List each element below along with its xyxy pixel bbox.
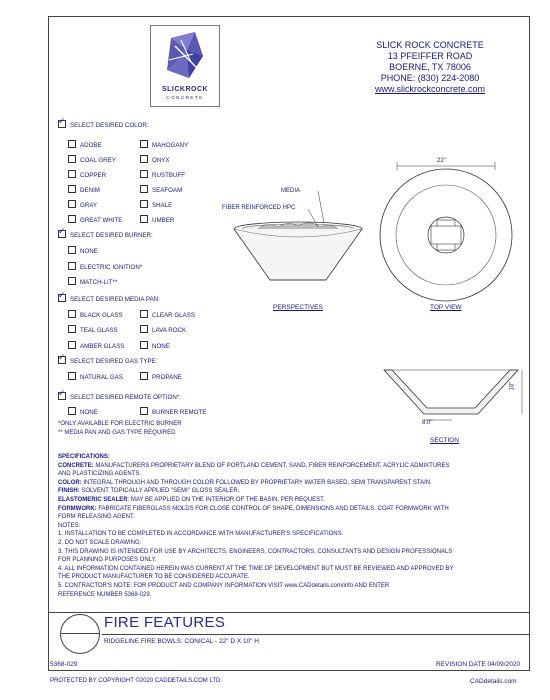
color-option-onyx[interactable]: ONYX (140, 155, 170, 164)
burner-option-electric[interactable]: ELECTRIC IGNITION* (68, 262, 142, 271)
note-required: ** MEDIA PAN AND GAS TYPE REQUIRED (58, 430, 176, 436)
color-option-shale[interactable]: SHALE (140, 200, 172, 209)
spec-color: COLOR: INTEGRAL THROUGH AND THROUGH COLOR FOLLOWED BY PROPRIETARY WATER BASED, SEMI TRANSPARENT STAIN. (58, 479, 432, 486)
spec-formwork: FORMWORK: FABRICATE FIBERGLASS MOLDS FOR CLOSE CONTROL OF SHAPE, DIMENSIONS AND DETAILS. COAT FORMWORK WITH (58, 505, 449, 512)
color-option-rustbuff[interactable]: RUSTBUFF (140, 170, 185, 179)
specifications-block (58, 453, 528, 599)
remote-heading: ✓SELECT DESIRED REMOTE OPTION*: (58, 392, 181, 401)
spec-sealer: ELASTOMERIC SEALER: MAY BE APPLIED ON THE INTERIOR OF THE BASIN, PER REQUEST. (58, 496, 325, 503)
title-divider (102, 634, 530, 635)
color-heading: ✓SELECT DESIRED COLOR: (58, 120, 149, 129)
note-5: 5. CONTRACTOR'S NOTE: FOR PRODUCT AND COMPANY INFORMATION VISIT www.CADdetails.com/info AND ENTER (58, 582, 390, 589)
burner-heading: ✓SELECT DESIRED BURNER: (58, 230, 153, 239)
color-heading-checkbox[interactable] (58, 120, 66, 128)
note-5-cont: REFERENCE NUMBER 5368-029. (58, 591, 152, 598)
top-view-drawing (375, 160, 525, 305)
burner-option-match-lit[interactable]: MATCH-LIT** (68, 277, 117, 286)
spec-concrete-cont: AND PLASTICIZING AGENTS. (58, 471, 142, 478)
spec-concrete: CONCRETE: MANUFACTURERS PROPRIETARY BLEND OF PORTLAND CEMENT, SAND, FIBER REINFORCEMENT, ACRYLIC ADMIXTURES (58, 462, 450, 469)
section-caption: SECTION (430, 437, 459, 444)
color-option-gray[interactable]: GRAY (68, 200, 97, 209)
spec-finish: FINISH: SOLVENT TOPICALLY APPLIED "SEMI" GLOSS SEALER. (58, 488, 240, 495)
gas-heading: ✓SELECT DESIRED GAS TYPE: (58, 356, 157, 365)
title-circle-divider (60, 633, 100, 634)
media-heading: ✓SELECT DESIRED MEDIA PAN: (58, 294, 160, 303)
top-view-diameter: 22" (437, 158, 446, 164)
media-option-teal-glass[interactable]: TEAL GLASS (68, 325, 118, 334)
remote-option-none[interactable]: NONE (68, 407, 98, 416)
media-callout: MEDIA (281, 188, 301, 194)
media-heading-checkbox[interactable] (58, 294, 66, 302)
spec-formwork-cont: FORM RELEASING AGENT. (58, 514, 135, 521)
revision-date: REVISION DATE 04/09/2020 (436, 661, 521, 668)
company-name: SLICK ROCK CONCRETE (376, 40, 484, 50)
sheet-subtitle: RIDGELINE FIRE BOWLS: CONICAL - 22" D X 10" H (104, 638, 259, 645)
color-option-mahogany[interactable]: MAHOGANY (140, 140, 188, 149)
logo-name: SLICKROCK (161, 86, 209, 93)
logo-rock-icon (151, 26, 219, 86)
burner-heading-checkbox[interactable] (58, 230, 66, 238)
section-height: 10" (509, 381, 516, 391)
media-option-none[interactable]: NONE (140, 341, 170, 350)
media-option-clear-glass[interactable]: CLEAR GLASS (140, 310, 195, 319)
perspective-drawing (228, 185, 368, 295)
remote-heading-checkbox[interactable] (58, 392, 66, 400)
gas-option-propane[interactable]: PROPANE (140, 372, 182, 381)
color-option-coal-grey[interactable]: COAL GREY (68, 155, 116, 164)
note-3: 3. THIS DRAWING IS INTENDED FOR USE BY ARCHITECTS, ENGINEERS, CONTRACTORS, CONSULTANTS AND DESIGN PROFESSIONALS (58, 548, 453, 555)
note-4: 4. ALL INFORMATION CONTAINED HEREIN WAS CURRENT AT THE TIME OF DEVELOPMENT BUT MUST BE REVIEWED AND APPROVED BY (58, 565, 454, 572)
company-website-link[interactable]: www.slickrockconcrete.com (374, 84, 486, 94)
reference-number: 5368-029 (50, 661, 78, 668)
note-3-cont: FOR PLANNING PURPOSES ONLY. (58, 557, 157, 564)
title-circle-icon (60, 614, 100, 654)
company-info (330, 40, 530, 95)
fiber-callout: FIBER REINFORCED HPC (222, 205, 296, 211)
color-option-adobe[interactable]: ADOBE (68, 140, 102, 149)
color-option-copper[interactable]: COPPER (68, 170, 106, 179)
company-logo (150, 25, 220, 107)
sheet-title: FIRE FEATURES (104, 614, 226, 631)
gas-option-natural[interactable]: NATURAL GAS (68, 372, 123, 381)
section-drawing (380, 362, 530, 432)
company-address2: BOERNE, TX 78006 (389, 62, 471, 72)
copyright-notice: PROTECTED BY COPYRIGHT ©2020 CADDETAILS.COM LTD. (50, 678, 223, 684)
logo-sub: CONCRETE (166, 95, 204, 100)
top-view-caption: TOP VIEW (430, 304, 462, 311)
specs-heading: SPECIFICATIONS: (58, 454, 110, 460)
gas-heading-checkbox[interactable] (58, 356, 66, 364)
color-option-denim[interactable]: DENIM (68, 185, 100, 194)
burner-option-none[interactable]: NONE (68, 246, 98, 255)
color-option-seafoam[interactable]: SEAFOAM (140, 185, 182, 194)
section-base: 8.0" (422, 420, 433, 426)
note-electric-only: *ONLY AVAILABLE FOR ELECTRIC BURNER (58, 421, 182, 427)
media-option-black-glass[interactable]: BLACK GLASS (68, 310, 123, 319)
note-2: 2. DO NOT SCALE DRAWING. (58, 539, 142, 546)
caddetails-link[interactable]: CADdetails.com (470, 678, 517, 685)
perspectives-caption: PERSPECTIVES (273, 304, 323, 311)
note-1: 1. INSTALLATION TO BE COMPLETED IN ACCORDANCE WITH MANUFACTURER'S SPECIFICATIONS. (58, 531, 344, 538)
remote-option-burner-remote[interactable]: BURNER REMOTE (140, 407, 206, 416)
media-option-amber-glass[interactable]: AMBER GLASS (68, 341, 124, 350)
company-phone: PHONE: (830) 224-2080 (380, 73, 480, 83)
note-4-cont: THE PRODUCT MANUFACTURER TO BE CONSIDERED ACCURATE. (58, 574, 250, 581)
color-option-umber[interactable]: UMBER (140, 215, 174, 224)
media-option-lava-rock[interactable]: LAVA ROCK (140, 325, 186, 334)
company-address1: 13 PFEIFFER ROAD (387, 51, 473, 61)
notes-heading: NOTES: (58, 522, 81, 529)
color-option-great-white[interactable]: GREAT WHITE (68, 215, 122, 224)
